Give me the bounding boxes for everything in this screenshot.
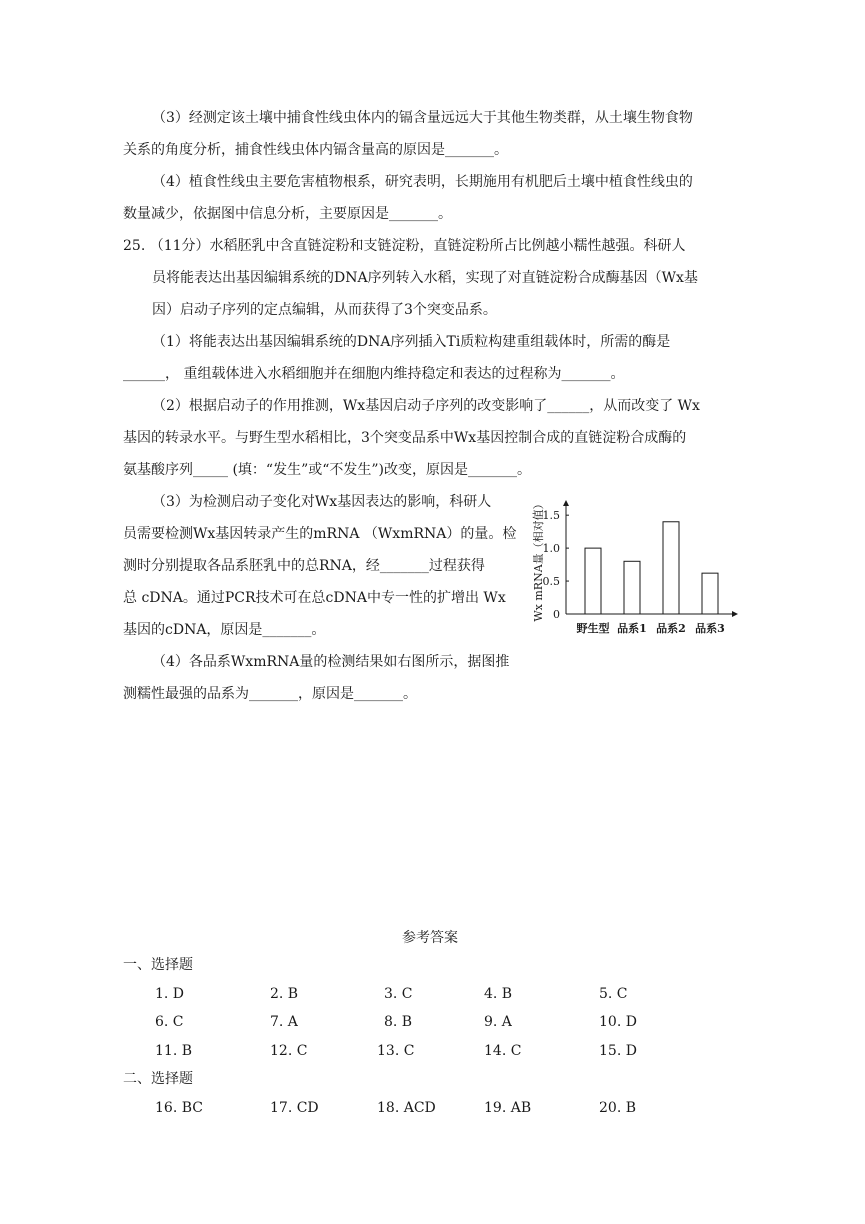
q25-part3-line5: 基因的cDNA，原因是_______。 bbox=[123, 622, 326, 638]
q25-part2-line2: 基因的转录水平。与野生型水稻相比，3个突变品系中Wx基因控制合成的直链淀粉合成酶的 bbox=[123, 430, 687, 446]
answer-row-4 bbox=[0, 1098, 865, 1118]
answer-item: 1. D bbox=[155, 986, 185, 1002]
answer-item: 5. C bbox=[599, 986, 628, 1002]
answer-item: 8. B bbox=[384, 1014, 413, 1030]
q25-part2-line3: 氨基酸序列_____ (填：“发生”或“不发生”)改变，原因是_______。 bbox=[123, 462, 532, 478]
answer-row-2 bbox=[0, 1012, 865, 1032]
q25-part3-line4: 总 cDNA。通过PCR技术可在总cDNA中专一性的扩增出 Wx bbox=[123, 590, 506, 606]
answers-title: 参考答案 bbox=[402, 930, 458, 946]
x-axis-arrow bbox=[732, 611, 738, 617]
y-axis-arrow bbox=[563, 500, 569, 506]
q25-intro-line1: 25. （11分）水稻胚乳中含直链淀粉和支链淀粉，直链淀粉所占比例越小糯性越强。科研人 bbox=[123, 238, 686, 254]
answer-item: 4. B bbox=[484, 986, 513, 1002]
answer-row-3 bbox=[0, 1041, 865, 1061]
bar bbox=[624, 561, 640, 614]
x-tick-label: 品系3 bbox=[695, 622, 725, 635]
bar bbox=[702, 573, 718, 614]
y-axis-label: Wx mRNA量（相对值） bbox=[532, 498, 545, 622]
q25-part1-line2: ______， 重组载体进入水稻细胞并在细胞内维持稳定和表达的过程称为_______。 bbox=[123, 366, 625, 382]
q24-part3-line2: 关系的角度分析，捕食性线虫体内镉含量高的原因是_______。 bbox=[123, 142, 508, 158]
chart-x-labels bbox=[577, 621, 725, 635]
q24-part3-line1: （3）经测定该土壤中捕食性线虫体内的镉含量远远大于其他生物类群，从土壤生物食物 bbox=[152, 110, 693, 126]
answer-item: 10. D bbox=[599, 1014, 637, 1030]
chart-ticks bbox=[543, 509, 570, 621]
answer-item: 9. A bbox=[484, 1014, 512, 1030]
q25-part4-line2: 测糯性最强的品系为_______，原因是_______。 bbox=[123, 686, 417, 702]
answers-section1: 一、选择题 bbox=[123, 957, 193, 973]
x-tick-label: 品系2 bbox=[656, 622, 686, 635]
bar bbox=[663, 522, 679, 614]
q24-part4-line1: （4）植食性线虫主要危害植物根系，研究表明，长期施用有机肥后土壤中植食性线虫的 bbox=[152, 174, 693, 190]
q25-part1-line1: （1）将能表达出基因编辑系统的DNA序列插入Ti质粒构建重组载体时，所需的酶是 bbox=[152, 334, 671, 350]
q25-part3-line3: 测时分别提取各品系胚乳中的总RNA，经_______过程获得 bbox=[123, 558, 485, 574]
bar bbox=[585, 548, 601, 614]
answer-item: 12. C bbox=[270, 1043, 308, 1059]
answer-row-1 bbox=[0, 984, 865, 1004]
answer-item: 18. ACD bbox=[377, 1100, 436, 1116]
answer-item: 11. B bbox=[155, 1043, 193, 1059]
q25-intro-line3: 因）启动子序列的定点编辑，从而获得了3个突变品系。 bbox=[152, 302, 497, 318]
answer-item: 6. C bbox=[155, 1014, 184, 1030]
answer-item: 15. D bbox=[599, 1043, 637, 1059]
answer-item: 7. A bbox=[270, 1014, 298, 1030]
answer-item: 20. B bbox=[599, 1100, 637, 1116]
answer-item: 19. AB bbox=[484, 1100, 532, 1116]
y-tick-label: 1.0 bbox=[542, 542, 560, 556]
answer-item: 3. C bbox=[384, 986, 413, 1002]
answer-item: 17. CD bbox=[270, 1100, 319, 1116]
q25-part3-line2: 员需要检测Wx基因转录产生的mRNA （WxmRNA）的量。检 bbox=[123, 526, 517, 542]
chart-bars bbox=[585, 522, 718, 614]
y-tick-label: 0.5 bbox=[542, 575, 560, 589]
q25-part2-line1: （2）根据启动子的作用推测，Wx基因启动子序列的改变影响了______，从而改变了 Wx bbox=[152, 398, 700, 414]
q24-part4-line2: 数量减少，依据图中信息分析，主要原因是_______。 bbox=[123, 206, 452, 222]
q25-part3-line1: （3）为检测启动子变化对Wx基因表达的影响，科研人 bbox=[152, 494, 492, 510]
answer-item: 14. C bbox=[484, 1043, 522, 1059]
wx-mrna-bar-chart bbox=[528, 492, 743, 652]
answer-item: 13. C bbox=[377, 1043, 415, 1059]
q25-intro-line2: 员将能表达出基因编辑系统的DNA序列转入水稻，实现了对直链淀粉合成酶基因（Wx基 bbox=[152, 270, 698, 286]
answer-item: 16. BC bbox=[155, 1100, 203, 1116]
x-tick-label: 品系1 bbox=[617, 622, 647, 635]
q25-part4-line1: （4）各品系WxmRNA量的检测结果如右图所示，据图推 bbox=[152, 654, 510, 670]
answers-section2: 二、选择题 bbox=[123, 1071, 193, 1087]
y-tick-label: 0 bbox=[553, 608, 560, 621]
answer-item: 2. B bbox=[270, 986, 299, 1002]
x-tick-label: 野生型 bbox=[576, 622, 610, 635]
y-tick-label: 1.5 bbox=[542, 509, 560, 523]
